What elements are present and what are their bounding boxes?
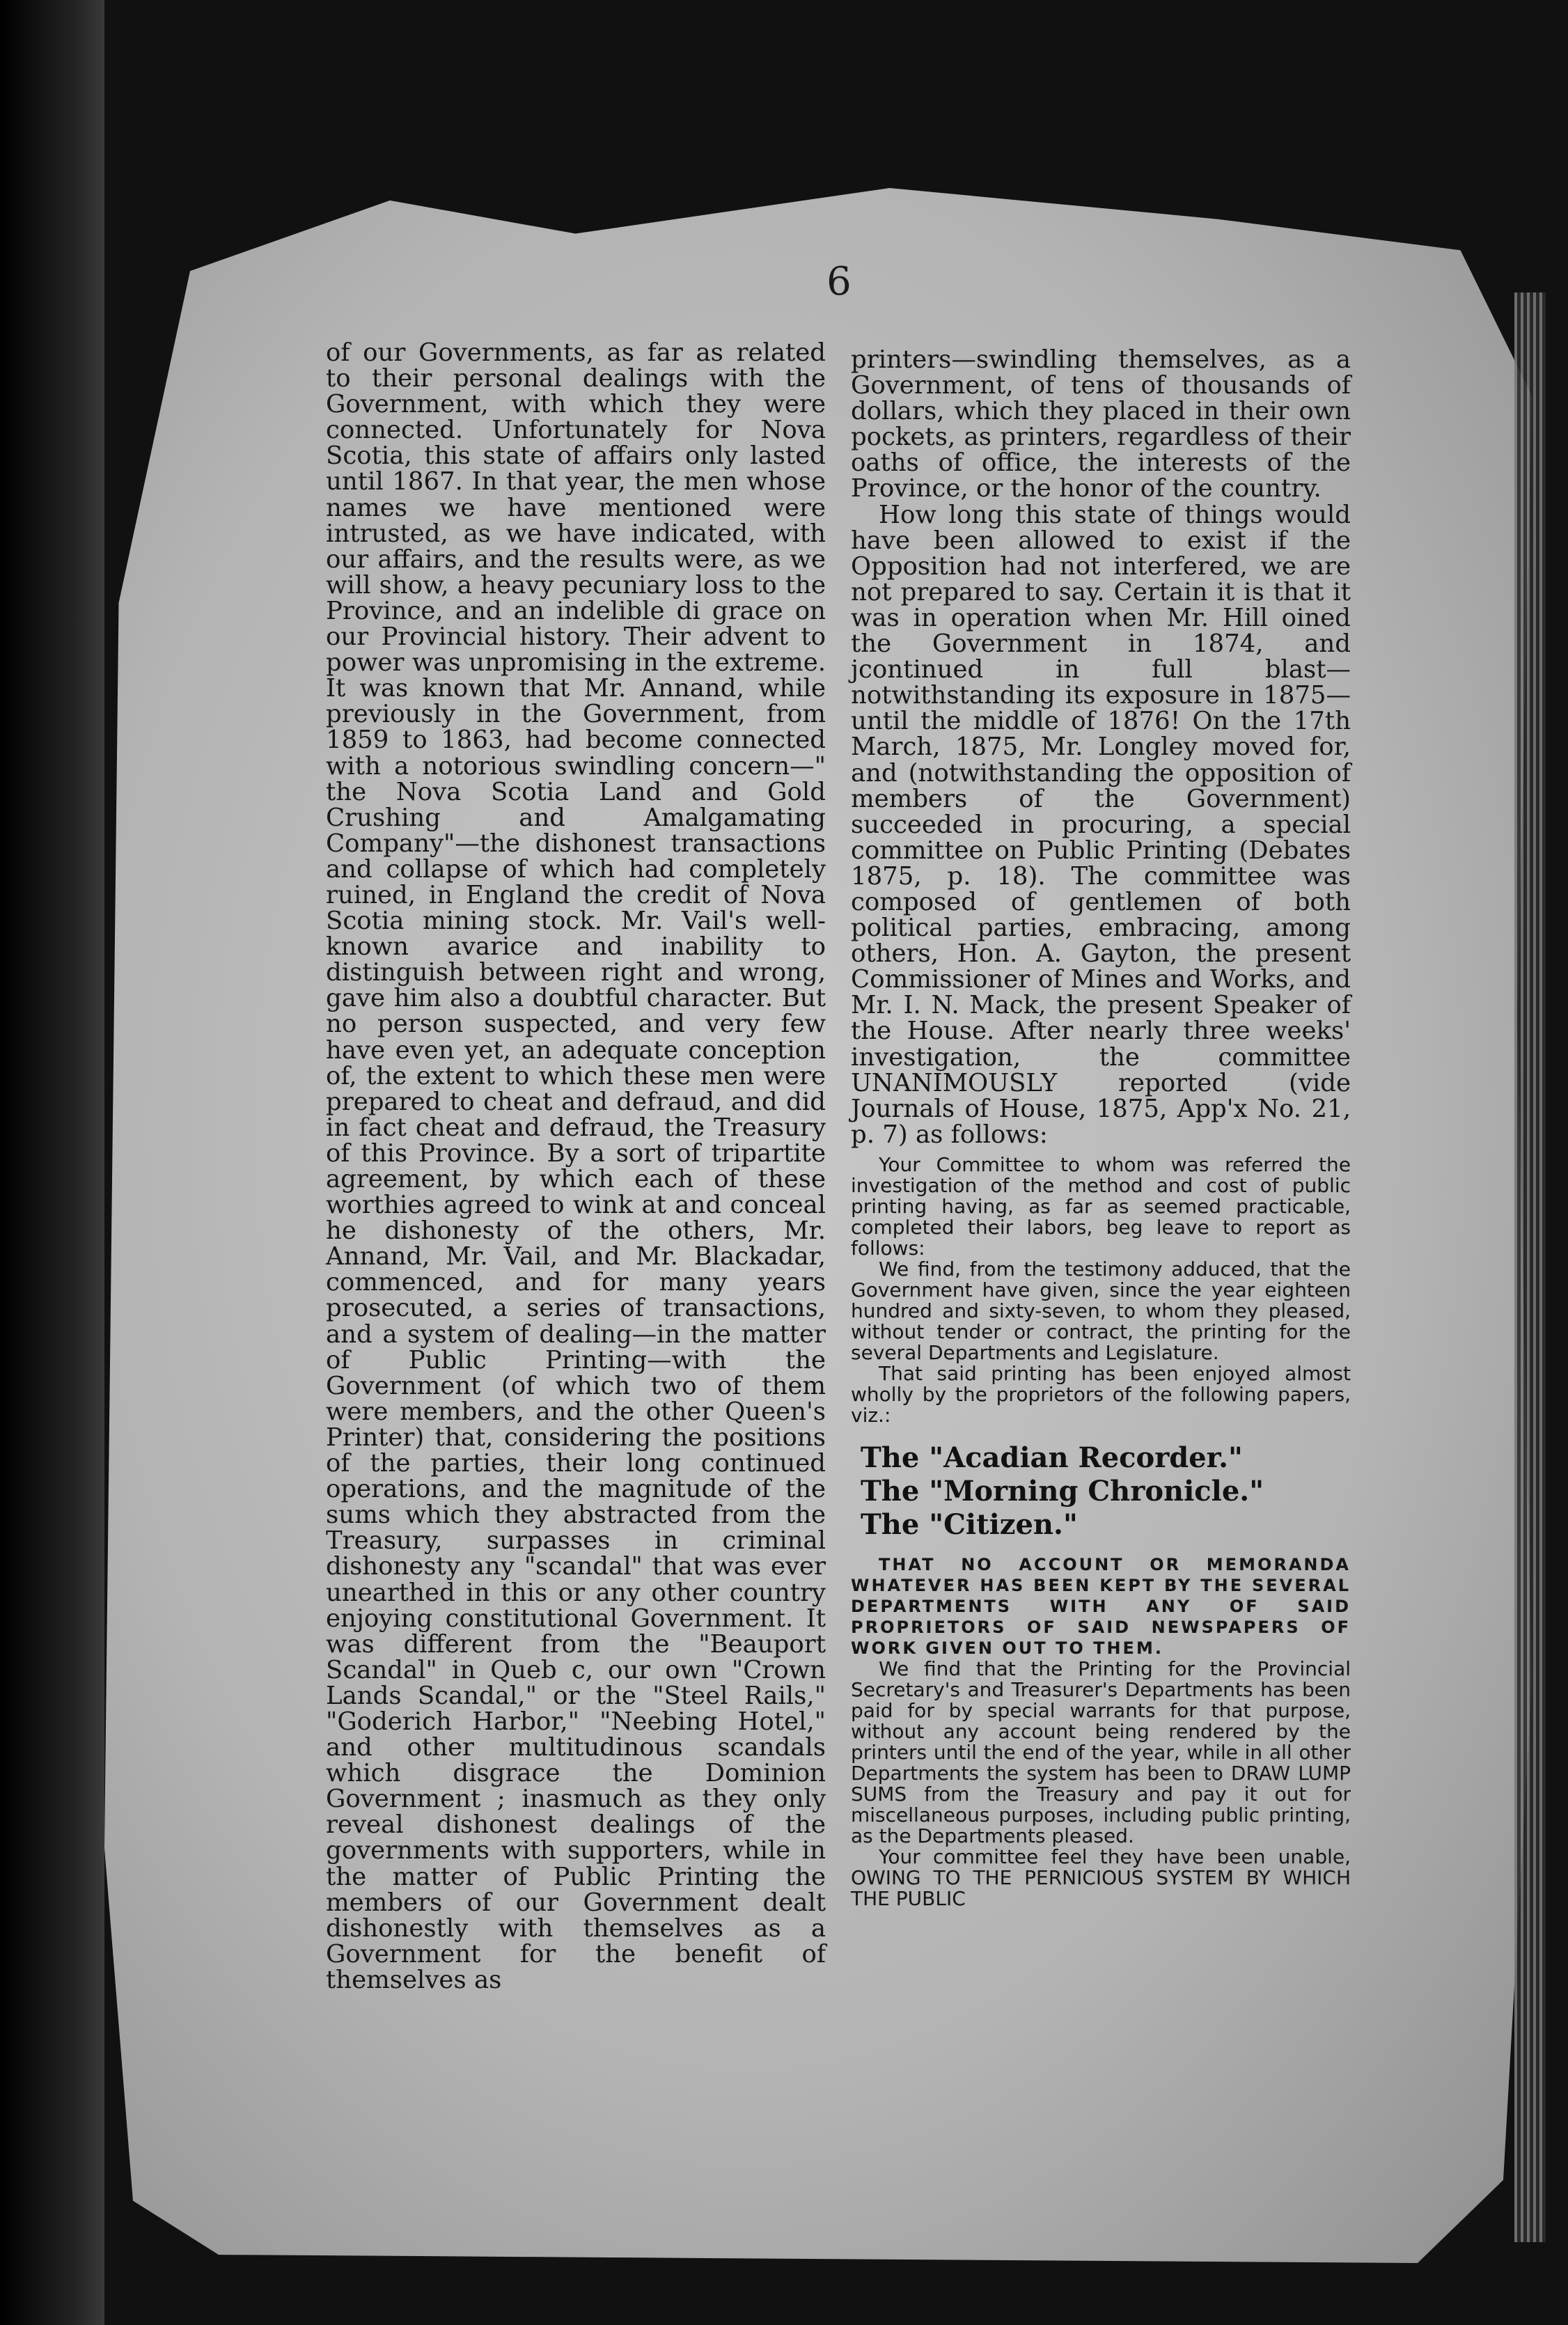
report-quote-5: We find that the Printing for the Provincial Secretary's and Treasurer's Departments has been paid for by special warrants for that purpose, without any account being rendered by the printers until the end of the year, while in all other Departments the system has been to DRAW LUMP SUMS from the Treasury and pay it out for miscellaneous purposes, including public printing, as the Departments pleased. [851,1657,1351,1847]
page-number: 6 [826,259,852,304]
report-quote-1: Your Committee to whom was referred the investigation of the method and cost of public printing having, as far as seemed practicable, completed their labors, beg leave to report as follows: [851,1152,1351,1260]
left-column-text: of our Governments, as far as related to their personal dealings with the Government, with which they were connected. Unfortunately for Nova Scotia, this state of affairs only lasted until 1867. In that year, the men whose names we have mentioned were intrusted, as we have indicated, with our affairs, and the results were, as we will show, a heavy pecuniary loss to the Province, and an indelible di grace on our Provincial history. Their advent to power was unpromising in the extreme. It was known that Mr. Annand, while previously in the Government, from 1859 to 1863, had become connected with a notorious swindling concern—" the Nova Scotia Land and Gold Crushing and Amalgamating Company"—the dishonest transactions and collapse of which had completely ruined, in England the credit of Nova Scotia mining stock. Mr. Vail's well-known avarice and inability to distinguish between right and wrong, gave him also a doubtful character. But no person suspected, and very few have even yet, an adequate conception of, the extent to which these men were prepared to cheat and defraud, and did in fact cheat and defraud, the Treasury of this Province. By a sort of tripartite agreement, by which each of these worthies agreed to wink at and conceal he dishonesty of the others, Mr. Annand, Mr. Vail, and Mr. Blackadar, commenced, and for many years prosecuted, a series of transactions, and a system of dealing—in the matter of Public Printing—with the Government (of which two of them were members, and the other Queen's Printer) that, considering the positions of the parties, their long continued operations, and the magnitude of the sums which they abstracted from the Treasury, surpasses in criminal dishonesty any "scandal" that was ever unearthed in this or any other country enjoying constitutional Government. It was different from the "Beauport Scandal" in Queb c, our own "Crown Lands Scandal," or the "Steel Rails," "Goderich Harbor," "Neebing Hotel," and other multitudinous scandals which disgrace the Dominion Government ; inasmuch as they only reveal dishonest dealings of the governments with supporters, while in the matter of Public Printing the members of our Government dealt dishonestly with themselves as a Government for the benefit of themselves as [326,338,826,1994]
report-quote-6: Your committee feel they have been unable, OWING TO THE PERNICIOUS SYSTEM BY WHICH THE PUBLIC [851,1845,1351,1910]
right-column [851,347,1351,1909]
newspaper-list [861,1441,1351,1542]
page-stack-edge [1514,292,1546,2242]
newspaper-citizen: The "Citizen." [861,1508,1078,1541]
paragraph-printers: printers—swindling themselves, as a Government, of tens of thousands of dollars, which they placed in their own pockets, as printers, regardless of their oaths of office, the interests of the Province, or the honor of the country. [851,345,1351,503]
newspaper-morning-chronicle: The "Morning Chronicle." [861,1474,1264,1508]
report-quote-4: THAT NO ACCOUNT OR MEMORANDA WHATEVER HAS BEEN KEPT BY THE SEVERAL DEPARTMENTS WITH ANY OF SAID PROPRIETORS OF SAID NEWSPAPERS OF WORK GIVEN OUT TO THEM. [851,1554,1351,1658]
left-column [326,340,826,1993]
report-quote-2: We find, from the testimony adduced, that the Government have given, since the year eighteen hundred and sixty-seven, to whom they pleased, without tender or contract, the printing for the several Departments and Legislature. [851,1257,1351,1364]
report-quote-3: That said printing has been enjoyed almost wholly by the proprietors of the following papers, viz.: [851,1361,1351,1427]
newspaper-acadian-recorder: The "Acadian Recorder." [861,1441,1243,1474]
scan-border [0,0,104,2325]
paragraph-how-long: How long this state of things would have been allowed to exist if the Opposition had not interfered, we are not prepared to say. Certain it is that it was in operation when Mr. Hill oined the Government in 1874, and jcontinued in full blast—notwithstanding its exposure in 1875—until the middle of 1876! On the 17th March, 1875, Mr. Longley moved for, and (notwithstanding the opposition of members of the Government) succeeded in procuring, a special committee on Public Printing (Debates 1875, p. 18). The committee was composed of gentlemen of both political parties, embracing, among others, Hon. A. Gayton, the present Commissioner of Mines and Works, and Mr. I. N. Mack, the present Speaker of the House. After nearly three weeks' investigation, the committee UNANIMOUSLY reported (vide Journals of House, 1875, App'x No. 21, p. 7) as follows: [851,500,1351,1149]
